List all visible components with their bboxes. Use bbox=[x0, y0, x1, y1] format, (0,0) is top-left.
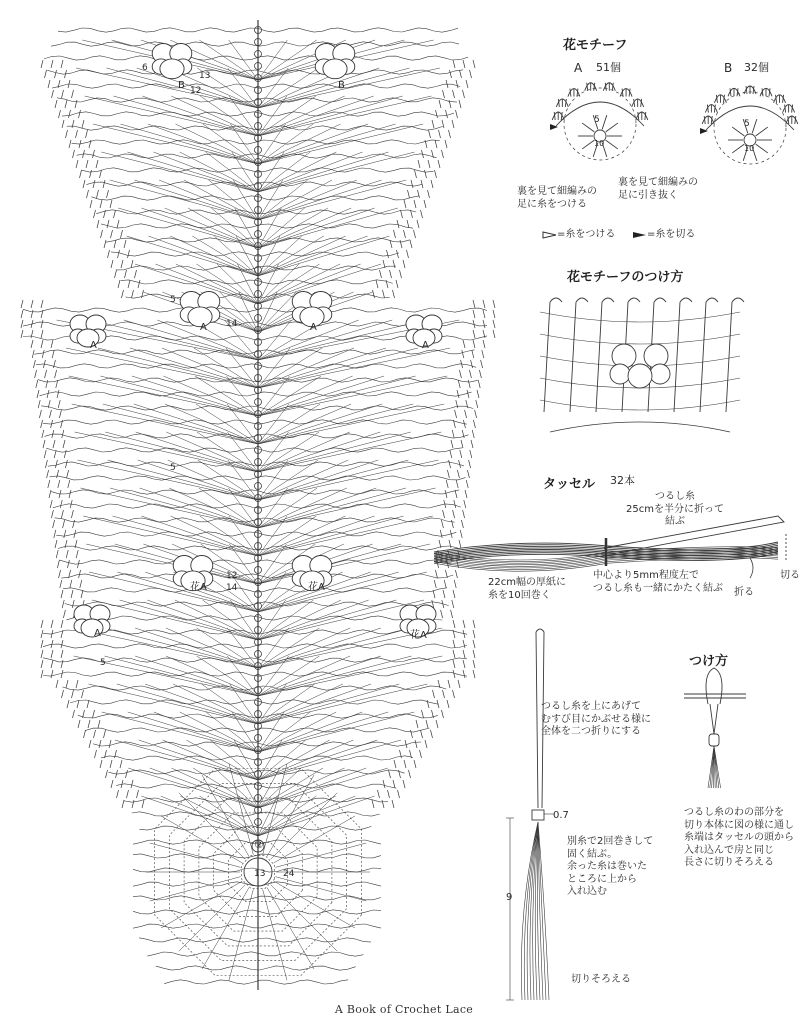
tassel-hang-note: つるし糸 25cmを半分に折って 結ぶ bbox=[626, 491, 724, 527]
tassel-dim-top: 0.7 bbox=[553, 810, 569, 821]
chart-row-6: 6 bbox=[142, 63, 148, 73]
tassel-section-title: タッセル bbox=[543, 477, 596, 492]
footer-book-title: A Book of Crochet Lace bbox=[334, 1003, 474, 1016]
motif-note-right: 裏を見て細編みの 足に引き抜く bbox=[618, 177, 698, 201]
tassel-dim-length: 9 bbox=[506, 892, 513, 903]
chart-label-b-left: B bbox=[178, 80, 185, 91]
chart-row-13-top: 13 bbox=[199, 71, 211, 81]
motif-a-count: 51個 bbox=[596, 61, 621, 74]
chart-label-a-right: A bbox=[310, 322, 317, 333]
motif-a-center-10: 10 bbox=[594, 139, 605, 148]
motif-a-round-5: 5 bbox=[594, 115, 600, 125]
attach-method-title: つけ方 bbox=[689, 654, 729, 669]
chart-label-a-side-left: A bbox=[90, 340, 97, 351]
motif-note-left: 裏を見て細編みの 足に糸をつける bbox=[517, 186, 597, 210]
tassel-fold-note: つるし糸を上にあげて むすび目にかぶせる様に 全体を二つ折りにする bbox=[541, 701, 651, 737]
chart-label-flower-a-right: 花A bbox=[308, 582, 325, 593]
legend-attach-label: =糸をつける bbox=[557, 229, 616, 240]
chart-row-13-center: 13 bbox=[254, 869, 266, 879]
chart-row-12-low: 12 bbox=[226, 571, 238, 581]
chart-label-flower-a-left: 花A bbox=[190, 582, 207, 593]
chart-row-14-low: 14 bbox=[226, 583, 238, 593]
tassel-trim-label: 切りそろえる bbox=[571, 974, 631, 985]
chart-label-a-lower-left: A bbox=[94, 628, 101, 639]
legend-cut-icon bbox=[632, 230, 648, 240]
chart-label-flower-a-lower-right: 花A bbox=[410, 630, 427, 641]
chart-row-14-a: 14 bbox=[226, 319, 238, 329]
motif-b-round-5: 5 bbox=[744, 119, 750, 129]
chart-row-5-low: 5 bbox=[100, 658, 106, 668]
tassel-center-note: 中心より5mm程度左で つるし糸も一緒にかたく結ぶ bbox=[593, 570, 723, 594]
attach-method-note: つるし糸のわの部分を 切り本体に図の様に通し 糸端はタッセルの頭から 入れ込んで房と同じ 長さに切りそろえる bbox=[684, 807, 794, 868]
chart-row-5-mid: 5 bbox=[170, 463, 176, 473]
attach-method-diagram bbox=[680, 664, 750, 794]
motif-a-letter: A bbox=[574, 61, 583, 75]
tassel-card-note: 22cm幅の厚紙に 糸を10回巻く bbox=[488, 577, 566, 601]
attach-section-title: 花モチーフのつけ方 bbox=[567, 270, 684, 285]
chart-label-a-side-right: A bbox=[422, 340, 429, 351]
motif-a-diagram bbox=[540, 74, 660, 194]
tassel-count: 32本 bbox=[610, 474, 635, 487]
legend-attach-icon bbox=[542, 230, 558, 240]
motif-b-center-10: 10 bbox=[744, 144, 755, 153]
tassel-wrap-note: 別糸で2回巻きして 固く結ぶ。 余った糸は巻いた ところに上から 入れ込む bbox=[567, 836, 654, 897]
chart-row-circle-2: ② bbox=[254, 838, 264, 851]
chart-label-b-right: B bbox=[338, 80, 345, 91]
attach-diagram bbox=[530, 292, 750, 442]
motif-b-diagram bbox=[692, 74, 808, 204]
motif-b-count: 32個 bbox=[744, 61, 769, 74]
tassel-fold-label: 折る bbox=[734, 587, 754, 598]
chart-label-a-left: A bbox=[200, 322, 207, 333]
motif-section-title: 花モチーフ bbox=[563, 38, 628, 53]
tassel-cut-label: 切る bbox=[780, 570, 800, 581]
legend-cut-label: =糸を切る bbox=[647, 229, 696, 240]
motif-b-letter: B bbox=[724, 61, 733, 75]
chart-row-12-top: 12 bbox=[190, 86, 202, 96]
chart-row-24: 24 bbox=[283, 869, 295, 879]
chart-row-5-a: 5 bbox=[170, 295, 176, 305]
